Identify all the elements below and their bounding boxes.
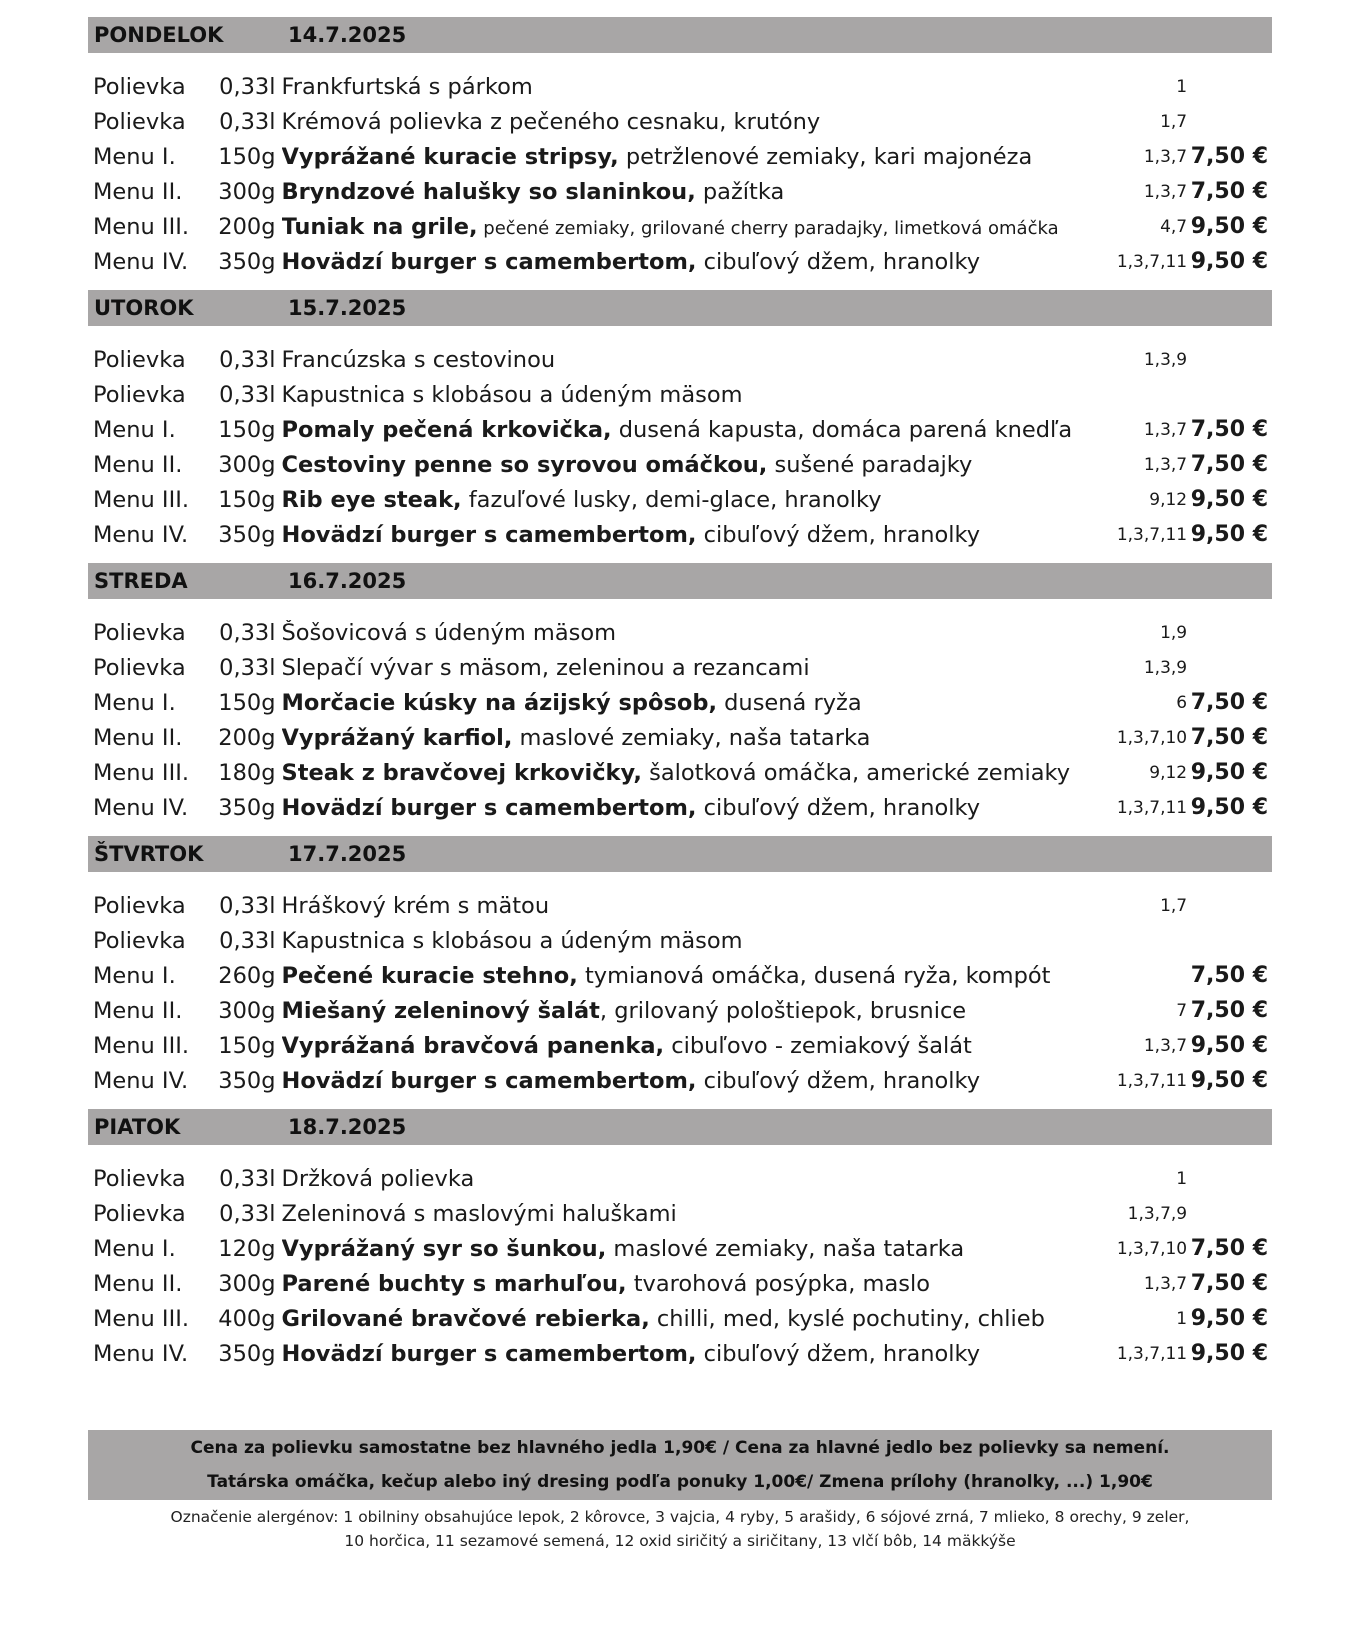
day-section (88, 290, 1272, 559)
item-portion: 200g (218, 724, 276, 751)
item-portion: 0,33l (219, 927, 276, 954)
item-sides: maslové zemiaky, naša tatarka (512, 724, 871, 751)
item-portion: 300g (218, 1270, 276, 1297)
item-price: 7,50 € (1190, 417, 1268, 442)
item-portion: 150g (218, 416, 276, 443)
item-portion: 400g (218, 1305, 276, 1332)
item-sides: pečené zemiaky, grilované cherry paradajky, limetková omáčka (477, 217, 1059, 239)
price-note-sauce: Tatárska omáčka, kečup alebo iný dresing podľa ponuky 1,00€/ Zmena prílohy (hranolky, ...) 1,90€ (207, 1472, 1153, 1492)
item-allergens: 1,3,7,10 (1116, 727, 1188, 748)
item-portion: 0,33l (219, 892, 276, 919)
item-sides: tymianová omáčka, dusená ryža, kompót (577, 962, 1051, 989)
item-sides: chilli, med, kyslé pochutiny, chlieb (649, 1305, 1045, 1332)
item-description (282, 1271, 1095, 1297)
item-dish-name: Hovädzí burger s camembertom, (281, 794, 697, 821)
item-dish-name: Cestoviny penne so syrovou omáčkou, (281, 451, 768, 478)
item-sides: cibuľovo - zemiakový šalát (664, 1032, 972, 1059)
item-dish-name: Vyprážaný karfiol, (281, 724, 513, 751)
item-description (282, 725, 1095, 751)
item-sides: Šošovicová s údeným mäsom (281, 619, 617, 646)
item-portion: 350g (218, 1340, 276, 1367)
item-description (282, 795, 1095, 821)
item-portion: 0,33l (219, 1165, 276, 1192)
item-portion: 0,33l (219, 108, 276, 135)
item-category: Menu III. (93, 486, 189, 513)
menu-row (88, 650, 1272, 685)
item-sides: fazuľové lusky, demi-glace, hranolky (461, 486, 882, 513)
item-dish-name: Grilované bravčové rebierka, (281, 1305, 650, 1332)
item-sides: dusená ryža (717, 689, 862, 716)
day-section (88, 1109, 1272, 1378)
item-price: 7,50 € (1190, 144, 1268, 169)
item-dish-name: Parené buchty s marhuľou, (281, 1270, 627, 1297)
menu-row (88, 1266, 1272, 1301)
item-sides: cibuľový džem, hranolky (696, 794, 981, 821)
item-price: 7,50 € (1190, 963, 1268, 988)
item-sides: tvarohová posýpka, maslo (626, 1270, 930, 1297)
menu-row (88, 342, 1272, 377)
item-description (282, 1306, 1095, 1332)
item-price: 7,50 € (1190, 1271, 1268, 1296)
item-portion: 350g (218, 1067, 276, 1094)
item-category: Polievka (93, 619, 186, 646)
item-dish-name: Tuniak na grile, (281, 213, 478, 240)
item-description (282, 452, 1095, 478)
item-description (282, 893, 1095, 919)
item-category: Menu I. (93, 143, 176, 170)
item-category: Polievka (93, 1200, 186, 1227)
item-price: 7,50 € (1190, 725, 1268, 750)
item-allergens: 6 (1176, 692, 1188, 713)
item-portion: 350g (218, 794, 276, 821)
item-category: Menu IV. (93, 248, 189, 275)
item-description (282, 214, 1095, 240)
item-category: Polievka (93, 892, 186, 919)
item-category: Polievka (93, 381, 186, 408)
menu-row (88, 412, 1272, 447)
item-description (282, 963, 1095, 989)
item-description (282, 1068, 1095, 1094)
item-category: Menu IV. (93, 1067, 189, 1094)
item-category: Polievka (93, 654, 186, 681)
item-price: 9,50 € (1190, 249, 1268, 274)
menu-row (88, 174, 1272, 209)
item-category: Polievka (93, 927, 186, 954)
item-description (282, 179, 1095, 205)
item-allergens: 1 (1176, 1308, 1188, 1329)
item-dish-name: Hovädzí burger s camembertom, (281, 1340, 697, 1367)
item-portion: 0,33l (219, 346, 276, 373)
day-header (88, 1109, 1272, 1145)
day-header (88, 290, 1272, 326)
item-price: 9,50 € (1190, 760, 1268, 785)
menu-items (88, 872, 1272, 1105)
item-description (282, 928, 1095, 954)
day-date: 16.7.2025 (288, 569, 407, 593)
item-allergens: 1,9 (1160, 622, 1188, 643)
item-allergens: 1,7 (1160, 895, 1188, 916)
item-description (282, 655, 1095, 681)
menu-items (88, 53, 1272, 286)
item-allergens: 1,3,7 (1143, 181, 1188, 202)
item-price: 9,50 € (1190, 1306, 1268, 1331)
item-allergens: 1,3,7,11 (1116, 1070, 1188, 1091)
menu-row (88, 447, 1272, 482)
item-price: 9,50 € (1190, 1341, 1268, 1366)
menu-row (88, 1231, 1272, 1266)
item-dish-name: Morčacie kúsky na ázijský spôsob, (281, 689, 717, 716)
item-sides: cibuľový džem, hranolky (696, 521, 981, 548)
item-description (282, 760, 1095, 786)
menu-row (88, 1336, 1272, 1371)
menu-row (88, 69, 1272, 104)
item-category: Polievka (93, 346, 186, 373)
menu-row (88, 482, 1272, 517)
item-category: Menu II. (93, 451, 183, 478)
day-name: STREDA (94, 569, 188, 593)
item-category: Menu I. (93, 1235, 176, 1262)
item-description (282, 1201, 1095, 1227)
menu-row (88, 615, 1272, 650)
item-dish-name: Rib eye steak, (281, 486, 462, 513)
item-allergens: 1,3,7 (1143, 146, 1188, 167)
item-description (282, 690, 1095, 716)
item-description (282, 998, 1095, 1024)
item-price: 7,50 € (1190, 1236, 1268, 1261)
item-allergens: 1,3,7,10 (1116, 1238, 1188, 1259)
item-category: Menu II. (93, 997, 183, 1024)
menu-row (88, 958, 1272, 993)
item-portion: 150g (218, 1032, 276, 1059)
day-date: 18.7.2025 (288, 1115, 407, 1139)
menu-row (88, 1063, 1272, 1098)
price-note-soup: Cena za polievku samostatne bez hlavného jedla 1,90€ / Cena za hlavné jedlo bez polievky sa nemení. (190, 1438, 1170, 1458)
weekly-menu (88, 17, 1272, 1382)
item-price: 7,50 € (1190, 452, 1268, 477)
item-sides: Kapustnica s klobásou a údeným mäsom (281, 927, 743, 954)
day-header (88, 563, 1272, 599)
item-category: Menu III. (93, 1032, 189, 1059)
item-category: Menu II. (93, 724, 183, 751)
item-sides: Krémová polievka z pečeného cesnaku, krutóny (281, 108, 821, 135)
item-description (282, 74, 1095, 100)
menu-row (88, 888, 1272, 923)
item-portion: 180g (218, 759, 276, 786)
item-sides: šalotková omáčka, americké zemiaky (641, 759, 1071, 786)
item-category: Menu III. (93, 213, 189, 240)
menu-row (88, 139, 1272, 174)
item-allergens: 1,3,9 (1143, 657, 1188, 678)
item-category: Menu IV. (93, 1340, 189, 1367)
item-category: Polievka (93, 73, 186, 100)
item-dish-name: Steak z bravčovej krkovičky, (281, 759, 642, 786)
item-allergens: 1 (1176, 1168, 1188, 1189)
item-dish-name: Vyprážané kuracie stripsy, (281, 143, 619, 170)
item-category: Polievka (93, 108, 186, 135)
item-allergens: 1,3,7,11 (1116, 797, 1188, 818)
item-price: 9,50 € (1190, 487, 1268, 512)
item-price: 9,50 € (1190, 522, 1268, 547)
item-sides: Slepačí vývar s mäsom, zeleninou a rezancami (281, 654, 810, 681)
item-description (282, 1166, 1095, 1192)
item-portion: 150g (218, 486, 276, 513)
day-header (88, 836, 1272, 872)
item-allergens: 1,3,7,11 (1116, 1343, 1188, 1364)
item-category: Menu IV. (93, 794, 189, 821)
menu-row (88, 993, 1272, 1028)
item-price: 7,50 € (1190, 179, 1268, 204)
item-sides: maslové zemiaky, naša tatarka (606, 1235, 965, 1262)
item-portion: 200g (218, 213, 276, 240)
menu-row (88, 685, 1272, 720)
item-price: 9,50 € (1190, 1033, 1268, 1058)
item-portion: 0,33l (219, 73, 276, 100)
day-name: PONDELOK (94, 23, 224, 47)
item-allergens: 1,3,9 (1143, 349, 1188, 370)
day-section (88, 17, 1272, 286)
menu-row (88, 720, 1272, 755)
item-allergens: 1,7 (1160, 111, 1188, 132)
item-allergens: 1 (1176, 76, 1188, 97)
item-dish-name: Pečené kuracie stehno, (281, 962, 578, 989)
item-sides: Francúzska s cestovinou (281, 346, 556, 373)
item-description (282, 347, 1095, 373)
menu-row (88, 755, 1272, 790)
menu-items (88, 326, 1272, 559)
item-price: 7,50 € (1190, 998, 1268, 1023)
item-sides: sušené paradajky (767, 451, 973, 478)
item-sides: Frankfurtská s párkom (281, 73, 533, 100)
item-dish-name: Vyprážaná bravčová panenka, (281, 1032, 665, 1059)
item-portion: 350g (218, 521, 276, 548)
item-portion: 150g (218, 689, 276, 716)
item-allergens: 1,3,7,9 (1127, 1203, 1188, 1224)
item-description (282, 144, 1095, 170)
item-sides: , grilovaný pološtiepok, brusnice (599, 997, 967, 1024)
day-date: 14.7.2025 (288, 23, 407, 47)
menu-items (88, 599, 1272, 832)
item-category: Menu IV. (93, 521, 189, 548)
item-category: Menu I. (93, 416, 176, 443)
menu-row (88, 790, 1272, 825)
item-sides: Hráškový krém s mätou (281, 892, 550, 919)
item-allergens: 9,12 (1149, 489, 1188, 510)
item-portion: 260g (218, 962, 276, 989)
menu-row (88, 209, 1272, 244)
item-price: 9,50 € (1190, 795, 1268, 820)
menu-row (88, 1196, 1272, 1231)
item-category: Menu III. (93, 1305, 189, 1332)
item-dish-name: Hovädzí burger s camembertom, (281, 521, 697, 548)
item-sides: dusená kapusta, domáca parená knedľa (611, 416, 1073, 443)
item-category: Menu I. (93, 962, 176, 989)
item-description (282, 487, 1095, 513)
item-portion: 350g (218, 248, 276, 275)
item-description (282, 1236, 1095, 1262)
menu-row (88, 517, 1272, 552)
item-portion: 120g (218, 1235, 276, 1262)
item-allergens: 1,3,7 (1143, 1273, 1188, 1294)
item-allergens: 1,3,7,11 (1116, 524, 1188, 545)
price-notes-box (88, 1430, 1272, 1500)
item-sides: pažítka (695, 178, 785, 205)
allergen-legend-line: Označenie alergénov: 1 obilniny obsahujúce lepok, 2 kôrovce, 3 vajcia, 4 ryby, 5 arašidy, 6 sójové zrná, 7 mlieko, 8 orechy, 9 zeler, (170, 1508, 1190, 1526)
item-description (282, 417, 1095, 443)
allergen-legend-line: 10 horčica, 11 sezamové semená, 12 oxid siričitý a siričitany, 13 vlčí bôb, 14 mäkkýše (344, 1532, 1016, 1550)
item-allergens: 7 (1176, 1000, 1188, 1021)
item-allergens: 1,3,7 (1143, 1035, 1188, 1056)
item-portion: 0,33l (219, 654, 276, 681)
menu-row (88, 1161, 1272, 1196)
item-description (282, 249, 1095, 275)
day-section (88, 563, 1272, 832)
menu-row (88, 377, 1272, 412)
item-description (282, 1341, 1095, 1367)
item-description (282, 382, 1095, 408)
item-sides: Zeleninová s maslovými haluškami (281, 1200, 677, 1227)
item-price: 7,50 € (1190, 690, 1268, 715)
item-dish-name: Miešaný zeleninový šalát (281, 997, 600, 1024)
day-section (88, 836, 1272, 1105)
item-dish-name: Hovädzí burger s camembertom, (281, 248, 697, 275)
item-portion: 0,33l (219, 381, 276, 408)
item-sides: petržlenové zemiaky, kari majonéza (618, 143, 1033, 170)
item-description (282, 1033, 1095, 1059)
item-sides: cibuľový džem, hranolky (696, 1067, 981, 1094)
item-portion: 300g (218, 997, 276, 1024)
menu-items (88, 1145, 1272, 1378)
item-category: Polievka (93, 1165, 186, 1192)
menu-row (88, 244, 1272, 279)
item-sides: Kapustnica s klobásou a údeným mäsom (281, 381, 743, 408)
day-name: ŠTVRTOK (94, 842, 204, 866)
item-allergens: 1,3,7 (1143, 419, 1188, 440)
allergen-legend (88, 1505, 1272, 1553)
item-description (282, 522, 1095, 548)
item-portion: 300g (218, 178, 276, 205)
item-dish-name: Vyprážaný syr so šunkou, (281, 1235, 607, 1262)
item-sides: cibuľový džem, hranolky (696, 1340, 981, 1367)
item-sides: Držková polievka (281, 1165, 475, 1192)
item-description (282, 620, 1095, 646)
item-price: 9,50 € (1190, 214, 1268, 239)
item-dish-name: Hovädzí burger s camembertom, (281, 1067, 697, 1094)
item-category: Menu III. (93, 759, 189, 786)
menu-row (88, 923, 1272, 958)
item-allergens: 4,7 (1160, 216, 1188, 237)
item-portion: 0,33l (219, 1200, 276, 1227)
item-category: Menu II. (93, 1270, 183, 1297)
item-category: Menu I. (93, 689, 176, 716)
item-sides: cibuľový džem, hranolky (696, 248, 981, 275)
item-category: Menu II. (93, 178, 183, 205)
item-dish-name: Bryndzové halušky so slaninkou, (281, 178, 696, 205)
item-allergens: 1,3,7 (1143, 454, 1188, 475)
item-allergens: 1,3,7,11 (1116, 251, 1188, 272)
item-description (282, 109, 1095, 135)
day-date: 17.7.2025 (288, 842, 407, 866)
menu-row (88, 1028, 1272, 1063)
item-dish-name: Pomaly pečená krkovička, (281, 416, 612, 443)
day-name: PIATOK (94, 1115, 181, 1139)
day-date: 15.7.2025 (288, 296, 407, 320)
item-portion: 300g (218, 451, 276, 478)
item-portion: 150g (218, 143, 276, 170)
menu-row (88, 104, 1272, 139)
item-portion: 0,33l (219, 619, 276, 646)
day-header (88, 17, 1272, 53)
item-price: 9,50 € (1190, 1068, 1268, 1093)
menu-row (88, 1301, 1272, 1336)
item-allergens: 9,12 (1149, 762, 1188, 783)
day-name: UTOROK (94, 296, 194, 320)
